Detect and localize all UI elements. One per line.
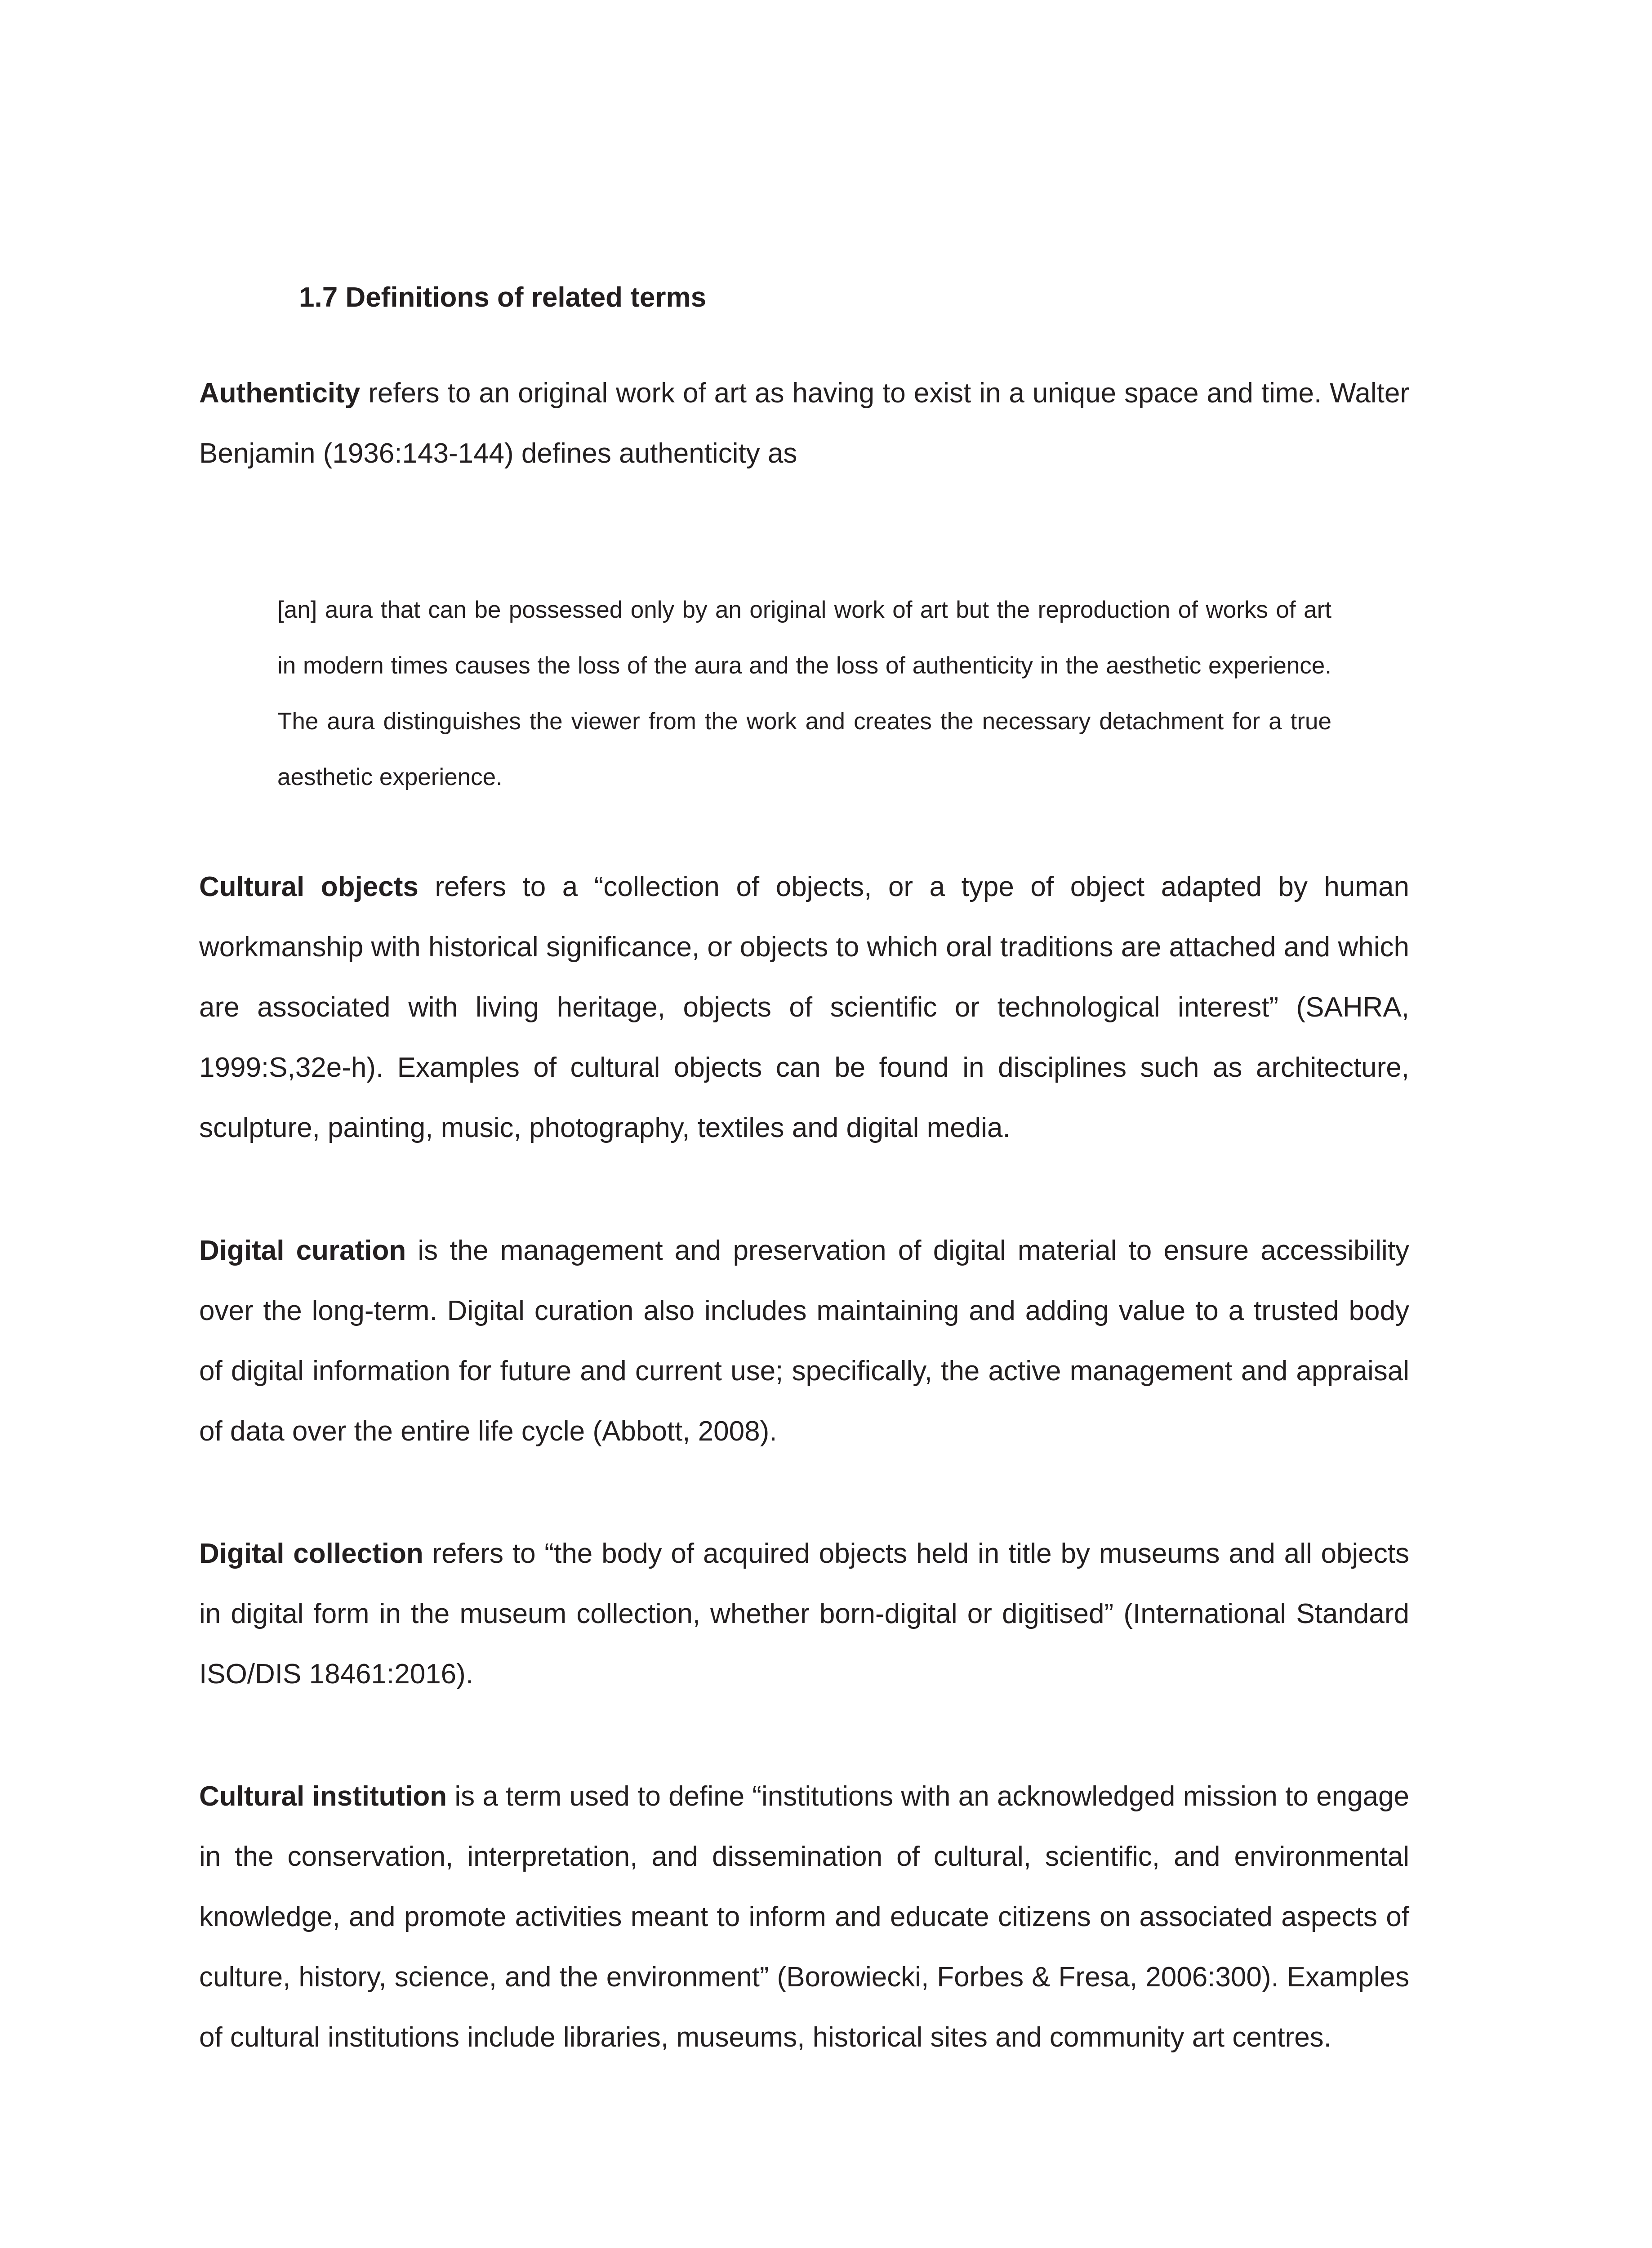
section-heading: 1.7 Definitions of related terms	[299, 282, 707, 313]
definition-cultural-objects	[199, 857, 1409, 1158]
definition-digital-curation	[199, 1221, 1409, 1462]
definition-cultural-institution	[199, 1766, 1409, 2068]
definition-digital-curation-text: is the management and preservation of digital material to ensure accessibility over the long-term. Digital curation also includes maintaining and adding value to a trusted body of digital information for future and current use; specifically, the active management and appraisal of data over the entire life cycle (Abbott, 2008).	[199, 1235, 1409, 1447]
term-digital-curation: Digital curation	[199, 1235, 406, 1266]
definition-digital-collection-text: refers to “the body of acquired objects held in title by museums and all objects in digital form in the museum collection, whether born-digital or digitised” (International Standard ISO/DIS 18461:2016).	[199, 1538, 1409, 1690]
block-quote-benjamin: [an] aura that can be possessed only by an original work of art but the reproduction of works of art in modern times causes the loss of the aura and the loss of authenticity in the aesthetic experience. The aura distinguishes the viewer from the work and creates the necessary detachment for a true aesthetic experience.	[277, 597, 1331, 790]
definition-cultural-objects-text: refers to a “collection of objects, or a type of object adapted by human workmanship with historical significance, or objects to which oral traditions are attached and which are associated with living heritage, objects of scientific or technological interest” (SAHRA, 1999:S,32e-h). Examples of cultural objects can be found in disciplines such as architecture, sculpture, painting, music, photography, textiles and digital media.	[199, 871, 1409, 1143]
definition-authenticity-text: refers to an original work of art as having to exist in a unique space and time. Walter Benjamin (1936:143-144) defines authenticity as	[199, 378, 1409, 469]
term-cultural-institution: Cultural institution	[199, 1781, 447, 1812]
term-digital-collection: Digital collection	[199, 1538, 423, 1569]
definition-cultural-institution-text: is a term used to define “institutions with an acknowledged mission to engage in the conservation, interpretation, and dissemination of cultural, scientific, and environmental knowledge, and promote activities meant to inform and educate citizens on associated aspects of culture, history, science, and the environment” (Borowiecki, Forbes & Fresa, 2006:300). Examples of cultural institutions include libraries, museums, historical sites and community art centres.	[199, 1781, 1409, 2053]
definition-authenticity	[199, 363, 1409, 484]
definition-digital-collection	[199, 1524, 1409, 1704]
term-authenticity: Authenticity	[199, 378, 361, 409]
term-cultural-objects: Cultural objects	[199, 871, 419, 902]
